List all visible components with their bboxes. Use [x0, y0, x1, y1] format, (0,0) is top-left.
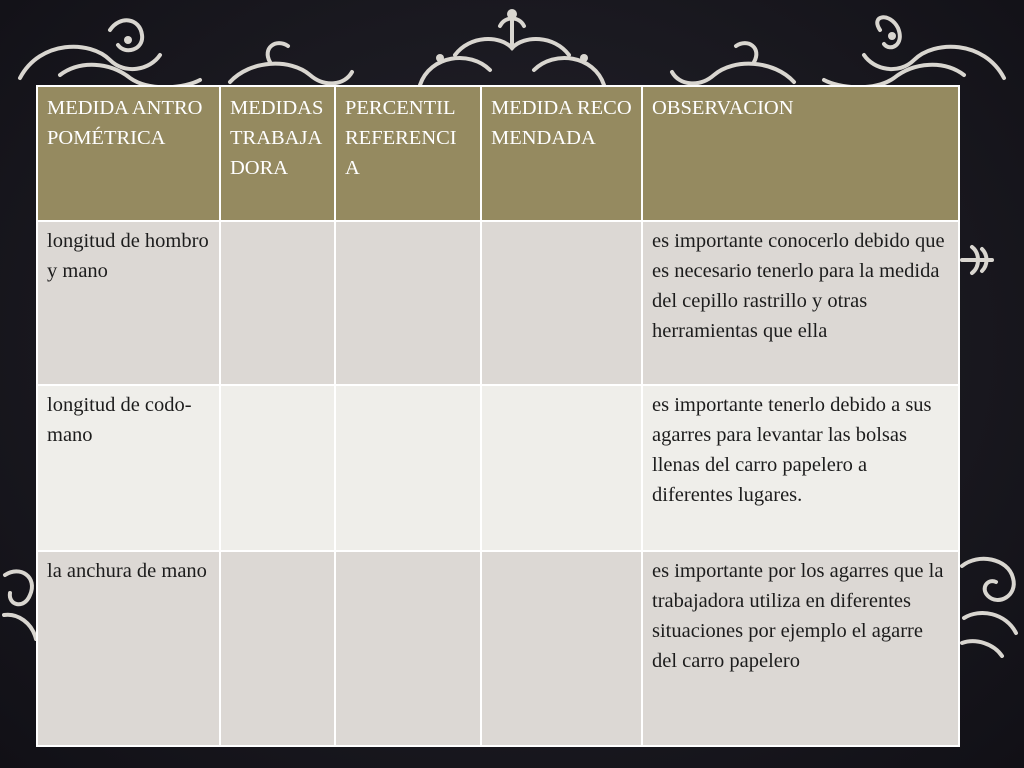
header-medidas-trabajadora: MEDIDAS TRABAJADORA	[220, 86, 335, 221]
table-row	[37, 221, 959, 385]
cell-observacion: es importante por los agarres que la trabajadora utiliza en diferentes situaciones por ejemplo el agarre del carro papelero	[642, 551, 959, 746]
frame-ornament-right-middle	[958, 235, 998, 285]
anthropometric-table	[36, 85, 960, 747]
cell-medida: la anchura de mano	[37, 551, 220, 746]
cell-observacion: es importante tenerlo debido a sus agarres para levantar las bolsas llenas del carro papelero a diferentes lugares.	[642, 385, 959, 551]
frame-ornament-bottom-left	[0, 555, 40, 645]
cell-medida: longitud de codo-mano	[37, 385, 220, 551]
table-header-row	[37, 86, 959, 221]
cell-medidas-trabajadora	[220, 221, 335, 385]
header-medida-antropometrica: MEDIDA ANTROPOMÉTRICA	[37, 86, 220, 221]
cell-percentil	[335, 221, 481, 385]
scroll-ornament-icon	[958, 548, 1024, 658]
cell-medidas-trabajadora	[220, 551, 335, 746]
scroll-ornament-icon	[0, 555, 40, 645]
header-observacion: OBSERVACION	[642, 86, 959, 221]
cell-recomendada	[481, 551, 642, 746]
frame-ornament-bottom-right	[958, 548, 1024, 658]
header-percentil-referencia: PERCENTIL REFERENCIA	[335, 86, 481, 221]
cell-percentil	[335, 385, 481, 551]
cell-recomendada	[481, 385, 642, 551]
cell-observacion: es importante conocerlo debido que es necesario tenerlo para la medida del cepillo rastrillo y otras herramientas que ella	[642, 221, 959, 385]
fleur-ornament-icon	[958, 235, 998, 285]
table-row	[37, 385, 959, 551]
table-row	[37, 551, 959, 746]
header-medida-recomendada: MEDIDA RECOMENDADA	[481, 86, 642, 221]
cell-medidas-trabajadora	[220, 385, 335, 551]
cell-percentil	[335, 551, 481, 746]
cell-medida: longitud de hombro y mano	[37, 221, 220, 385]
cell-recomendada	[481, 221, 642, 385]
